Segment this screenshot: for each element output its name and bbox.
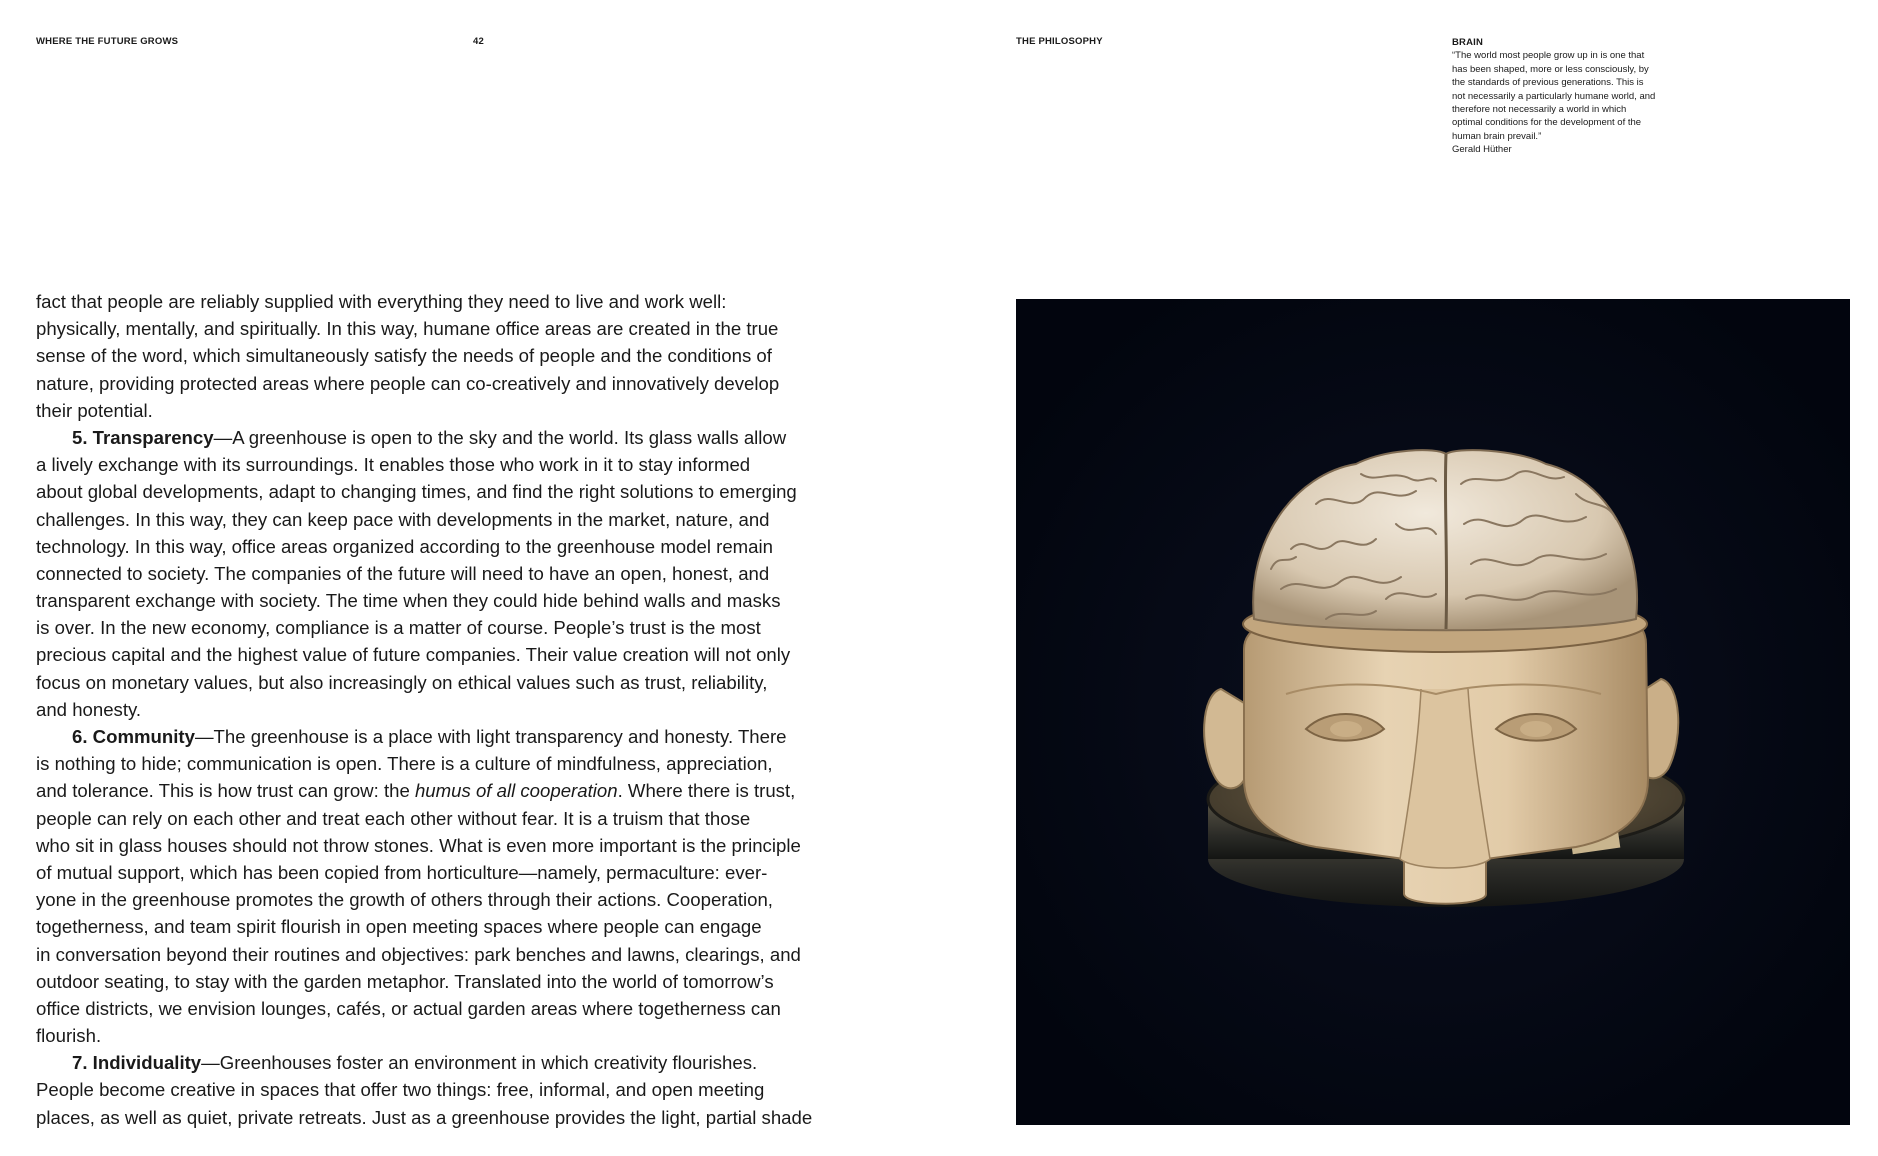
text-line: their potential. bbox=[36, 399, 153, 421]
text-line: places, as well as quiet, private retreats. Just as a greenhouse provides the light, partial shade bbox=[36, 1106, 813, 1128]
quote-line: not necessarily a particularly humane world, and bbox=[1452, 90, 1656, 102]
text-line: togetherness, and team spirit flourish in open meeting spaces where people can engage bbox=[36, 916, 762, 938]
text-line: precious capital and the highest value of future companies. Their value creation will not only bbox=[36, 644, 791, 666]
text-line: challenges. In this way, they can keep pace with developments in the market, nature, and bbox=[36, 508, 770, 530]
text-line: in conversation beyond their routines and objectives: park benches and lawns, clearings, and bbox=[36, 943, 801, 965]
text-line: of mutual support, which has been copied from horticulture—namely, permaculture: ever- bbox=[36, 861, 768, 883]
text-line: nature, providing protected areas where people can co-creatively and innovatively develop bbox=[36, 372, 780, 394]
text-line: People become creative in spaces that offer two things: free, informal, and open meeting bbox=[36, 1079, 765, 1101]
quote-line: therefore not necessarily a world in which bbox=[1452, 104, 1627, 116]
text-line: who sit in glass houses should not throw stones. What is even more important is the principle bbox=[36, 834, 801, 856]
text-line: outdoor seating, to stay with the garden metaphor. Translated into the world of tomorrow’s bbox=[36, 970, 774, 992]
text-line: is over. In the new economy, compliance is a matter of course. People’s trust is the most bbox=[36, 617, 761, 639]
paragraph-start-transparency bbox=[36, 424, 875, 451]
text-line: people can rely on each other and treat each other without fear. It is a truism that those bbox=[36, 807, 751, 829]
quote-line: human brain prevail.” bbox=[1452, 130, 1542, 142]
text-line: transparent exchange with society. The time when they could hide behind walls and masks bbox=[36, 590, 781, 612]
page-number: 42 bbox=[473, 36, 484, 47]
text-line: a lively exchange with its surroundings. It enables those who work in it to stay informed bbox=[36, 454, 751, 476]
text-line: connected to society. The companies of the future will need to have an open, honest, and bbox=[36, 562, 770, 584]
text-run: —A greenhouse is open to the sky and the world. Its glass walls allow bbox=[213, 426, 787, 448]
quote-line: “The world most people grow up in is one that bbox=[1452, 50, 1645, 62]
text-line: physically, mentally, and spiritually. In this way, humane office areas are created in the true bbox=[36, 318, 779, 340]
text-line: is nothing to hide; communication is open. There is a culture of mindfulness, appreciation, bbox=[36, 753, 773, 775]
brain-model-illustration bbox=[1016, 299, 1850, 1125]
heading-individuality: 7. Individuality bbox=[72, 1052, 202, 1074]
heading-community: 6. Community bbox=[72, 726, 195, 747]
text-run: . Where there is trust, bbox=[617, 780, 796, 802]
text-line: office districts, we envision lounges, cafés, or actual garden areas where togetherness can bbox=[36, 997, 781, 1019]
quote-author: Gerald Hüther bbox=[1452, 144, 1512, 156]
text-run: —The greenhouse is a place with light transparency and honesty. There bbox=[194, 726, 787, 747]
text-line: technology. In this way, office areas organized according to the greenhouse model remain bbox=[36, 535, 773, 557]
heading-transparency: 5. Transparency bbox=[72, 426, 214, 448]
paragraph-start-individuality bbox=[36, 1049, 875, 1076]
sidebar-quote bbox=[1452, 36, 1692, 157]
text-line: sense of the word, which simultaneously satisfy the needs of people and the conditions of bbox=[36, 345, 772, 367]
quote-line: the standards of previous generations. This is bbox=[1452, 77, 1644, 89]
quote-line: has been shaped, more or less consciously, by bbox=[1452, 63, 1649, 75]
text-line: yone in the greenhouse promotes the growth of others through their actions. Cooperation, bbox=[36, 889, 773, 911]
text-run: —Greenhouses foster an environment in which creativity flourishes. bbox=[201, 1052, 758, 1074]
running-head-left: WHERE THE FUTURE GROWS bbox=[36, 36, 179, 47]
text-line: and honesty. bbox=[36, 698, 142, 720]
right-page bbox=[939, 0, 1878, 1156]
text-run: and tolerance. This is how trust can grow: the bbox=[36, 780, 415, 802]
text-line: fact that people are reliably supplied with everything they need to live and work well: bbox=[36, 291, 727, 312]
quote-line: optimal conditions for the development of the bbox=[1452, 117, 1642, 129]
italic-phrase: humus of all cooperation bbox=[414, 780, 618, 802]
text-line: about global developments, adapt to changing times, and find the right solutions to emerging bbox=[36, 481, 797, 503]
running-head-right: THE PHILOSOPHY bbox=[1016, 36, 1103, 47]
sidebar-title: BRAIN bbox=[1452, 37, 1484, 48]
text-line: flourish. bbox=[36, 1025, 102, 1047]
brain-model-photo bbox=[1016, 299, 1850, 1125]
body-text bbox=[36, 288, 875, 1131]
text-line: focus on monetary values, but also increasingly on ethical values such as trust, reliability, bbox=[36, 671, 768, 693]
paragraph-start-community bbox=[36, 723, 875, 750]
text-line bbox=[36, 777, 875, 804]
